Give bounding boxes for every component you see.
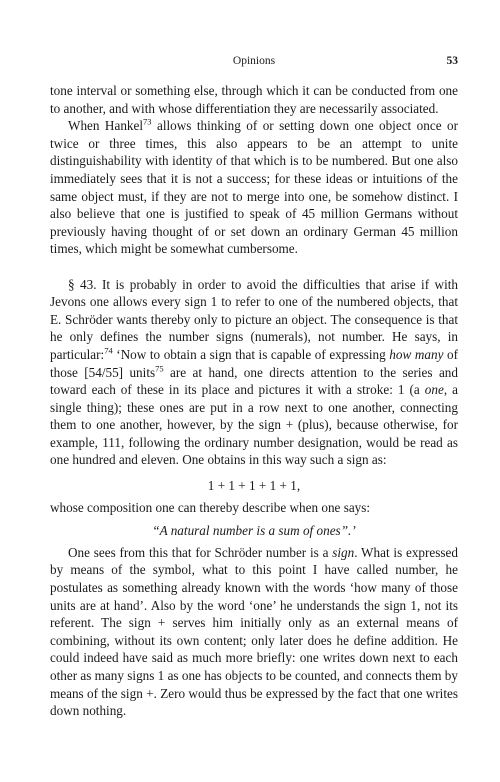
paragraph-1-text: tone interval or something else, through which it can be conducted from one to another, and with whose differentiation they are necessarily associated. [50,83,458,116]
running-title: Opinions [232,55,276,67]
section-43-text-a: § 43. It is probably in order to avoid the difficulties that arise if with Jevons one allows every sign 1 to refer to one of the numbered objects, that E. Schröder wants thereby only to picture an object. The consequence is that he only defines the number signs (numerals), not number. He says, in particular: [50,276,458,362]
paragraph-2 [50,117,458,258]
paragraph-4 [50,499,458,517]
footnote-ref-75: 75 [155,363,164,374]
emphasis-sign: sign [332,544,355,560]
section-43-text-d: are at hand, one directs attention to the series and toward each of these in its place and pictures it with a stroke: 1 (a [50,364,458,398]
paragraph-5-text-b: . What is expressed by means of the symbol, what to this point I have called number, he postulates as something already known with the words ‘how many of those units are at hand’. Also by the word ‘one’ he understands the sign 1, not its referent. The sign + serves him initially only as an external means of combining, without its own content; only later does he define addition. He could indeed have said as much more briefly: one writes down next to each other as many signs 1 as one has objects to be counted, and connects them by means of the sign +. Zero would thus be expressed by the fact that one writes down nothing. [50,544,458,719]
emphasis-one: one [424,382,444,398]
section-43-text-e: , a single thing); these ones are put in a row next to one another, connecting them to one another, however, by the sign + (plus), because otherwise, for example, 111, following the ordinary number designation, would be read as one hundred and eleven. One obtains in this way such a sign as: [50,382,458,468]
paragraph-2-text-a: When Hankel [68,118,144,134]
body-text [50,82,458,720]
paragraph-5 [50,544,458,720]
paragraph-2-text-b: allows thinking of or setting down one object once or twice or three times, this also appears to be an attempt to unite distinguishability with identity of that which is to be numbered. But one also immediately sees that it is not a success; for these ideas or intuitions of the same object must, if they are not to merge into one, be somehow distinct. I also believe that one is justified to speak of 45 million Germans without previously having thought of or set down an ordinary German 45 million times, which might be somewhat cumbersome. [50,118,458,257]
quoted-definition: “A natural number is a sum of ones”.’ [152,523,356,539]
running-header [50,55,458,69]
paragraph-5-text-a: One sees from this that for Schröder number is a [68,544,333,560]
formula-sum-of-ones: 1 + 1 + 1 + 1 + 1, [207,478,301,494]
section-43-text-c: of those [54/55] units [50,346,458,380]
section-43-paragraph [50,276,458,470]
page-number: 53 [446,55,458,67]
paragraph-1 [50,82,458,117]
footnote-ref-74: 74 [104,345,113,356]
footnote-ref-73: 73 [143,116,152,127]
section-43-text-b: ‘Now to obtain a sign that is capable of expressing [112,346,390,362]
emphasis-how-many: how many [389,346,444,362]
paragraph-4-text: whose composition one can thereby describe when one says: [50,499,371,515]
